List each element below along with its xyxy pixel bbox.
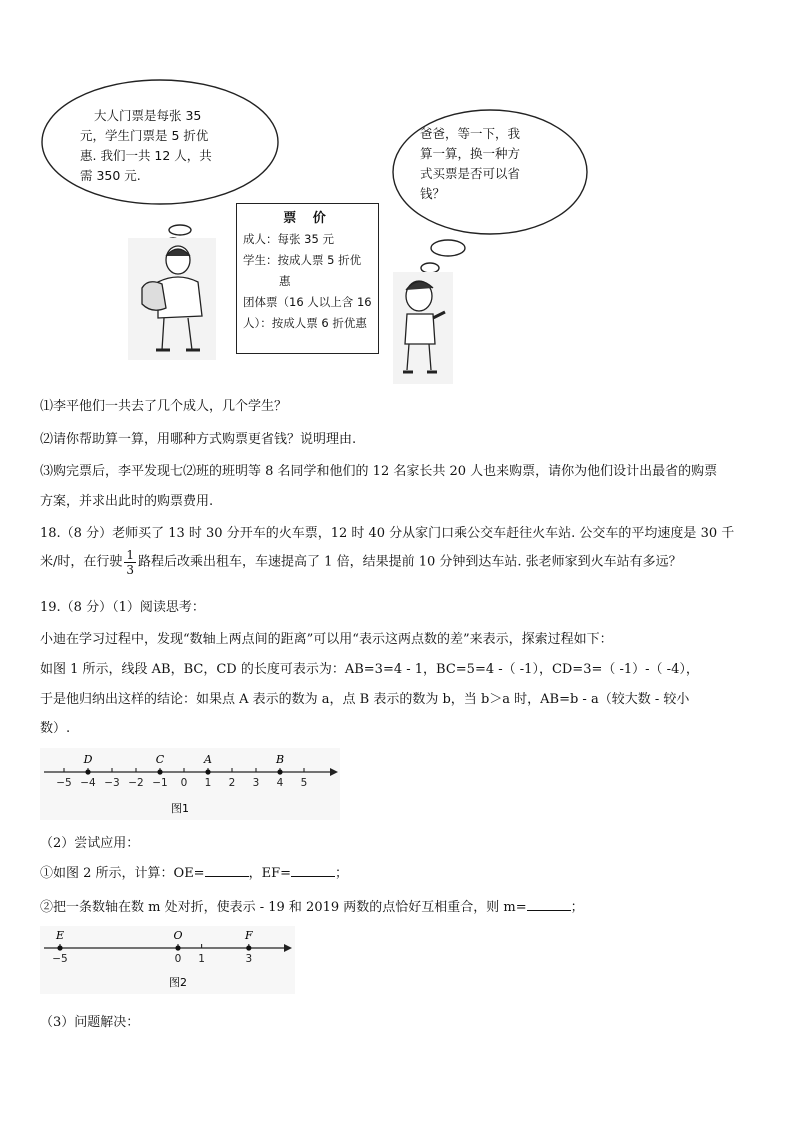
figure1-number-line: [40, 748, 340, 820]
figure1-tick-label: 3: [252, 777, 260, 789]
figure2-point-label: E: [55, 929, 65, 942]
q2-text-end: ；: [570, 900, 584, 915]
oe-answer-blank[interactable]: [205, 864, 249, 877]
price-line: 成人：每张 35 元: [243, 232, 334, 246]
price-box-title: 票 价: [283, 211, 332, 226]
figure1-point-B: [277, 769, 282, 774]
q17-part3-line1: ⑶购完票后，李平发现七⑵班的班明等 8 名同学和他们的 12 名家长共 20 人也来购票，请你为他们设计出最省的购票: [40, 464, 718, 479]
q2-text: ②把一条数轴在数 m 处对折，使表示 - 19 和 2019 两数的点恰好互相重合，则 m=: [40, 900, 527, 915]
q17-part3-line2: 方案，并求出此时的购票费用.: [40, 494, 214, 509]
speech-right-line: 爸爸，等一下，我: [420, 126, 521, 141]
figure1-point-label: C: [155, 753, 165, 766]
price-line: 人）：按成人票 6 折优惠: [243, 316, 367, 330]
fraction-denominator: 3: [126, 563, 135, 577]
price-line: 学生：按成人票 5 折优: [243, 253, 362, 267]
figure1-tick-label: −5: [56, 777, 72, 789]
boy-illustration: [393, 272, 453, 384]
figure2-point-E: [57, 945, 62, 950]
figure1-point-C: [157, 769, 162, 774]
speech-right-line: 式买票是否可以省: [420, 166, 521, 181]
fraction-numerator: 1: [126, 548, 135, 562]
q17-part2: ⑵请你帮助算一算，用哪种方式购票更省钱？说明理由.: [40, 432, 357, 447]
price-line: 惠: [279, 274, 291, 288]
figure1-tick-label: −1: [152, 777, 168, 789]
figure1-tick-label: 0: [180, 777, 188, 789]
q18-text-post: 路程后改乘出租车，车速提高了 1 倍，结果提前 10 分钟到达车站. 张老师家到火车站有多远？: [138, 554, 682, 570]
q19-part3-heading: （3）问题解决：: [40, 1015, 140, 1030]
speech-left-line: 大人门票是每张 35: [94, 108, 202, 123]
figure1-tick-label: 5: [300, 777, 308, 789]
figure2-number-line: [40, 926, 295, 994]
figure1-tick-label: −4: [80, 777, 96, 789]
figure1-point-label: D: [83, 753, 93, 766]
q1-text-end: ；: [334, 866, 348, 881]
figure2-tick-label: 3: [245, 953, 253, 965]
q18-line2: [40, 548, 682, 577]
figure1-point-D: [85, 769, 90, 774]
q19-line3: 于是他归纳出这样的结论：如果点 A 表示的数为 a，点 B 表示的数为 b，当 b＞a 时，AB=b - a（较大数 - 较小: [40, 692, 690, 707]
price-line: 团体票（16 人以上含 16: [243, 295, 372, 309]
figure1-tick-label: 2: [228, 777, 236, 789]
speech-left-line: 需 350 元.: [80, 168, 141, 183]
speech-right-line: 算一算，换一种方: [420, 146, 521, 161]
figure1-tick-label: −2: [128, 777, 144, 789]
fraction-one-third: [124, 548, 136, 577]
speech-right-text: [420, 124, 570, 204]
figure1-point-label: B: [275, 753, 285, 766]
q18-line1: 18.（8 分）老师买了 13 时 30 分开车的火车票，12 时 40 分从家门口乘公交车赶往火车站. 公交车的平均速度是 30 千: [40, 526, 735, 541]
ticket-price-box: [236, 203, 379, 354]
figure1-point-label: A: [204, 753, 212, 766]
figure2-point-label: F: [244, 929, 253, 942]
q19-line1: 小迪在学习过程中，发现“数轴上两点间的距离”可以用“表示这两点数的差”来表示，探索过程如下：: [40, 632, 613, 647]
q17-part1: ⑴李平他们一共去了几个成人，几个学生？: [40, 399, 288, 414]
figure2-tick-label: 0: [174, 953, 182, 965]
ef-answer-blank[interactable]: [291, 864, 335, 877]
q19-heading: 19.（8 分）（1）阅读思考：: [40, 600, 205, 615]
adult-man-illustration: [128, 238, 216, 360]
m-answer-blank[interactable]: [527, 898, 571, 911]
figure2-point-F: [246, 945, 251, 950]
q1-text: ①如图 2 所示，计算：OE=: [40, 866, 205, 881]
figure2-tick-label: 1: [198, 953, 205, 965]
q1-text-mid: ，EF=: [248, 866, 291, 881]
figure2-tick-label: −5: [52, 953, 68, 965]
q19-line4: 数）.: [40, 721, 71, 736]
q19-part2-heading: （2）尝试应用：: [40, 836, 140, 851]
speech-left-line: 惠. 我们一共 12 人，共: [80, 148, 212, 163]
figure1-tick-label: −3: [104, 777, 120, 789]
figure2-point-label: O: [173, 929, 183, 942]
figure2-point-O: [175, 945, 180, 950]
speech-left-text: [80, 106, 240, 186]
figure1-tick-label: 1: [204, 777, 212, 789]
speech-left-line: 元，学生门票是 5 折优: [80, 128, 209, 143]
q19-line2: 如图 1 所示，线段 AB，BC，CD 的长度可表示为：AB=3=4 - 1，BC=5=4 -（ -1），CD=3=（ -1）-（ -4），: [40, 662, 699, 677]
figure1-point-A: [205, 769, 210, 774]
figure2-caption: 图2: [169, 976, 187, 989]
figure1-caption: 图1: [171, 802, 189, 815]
figure1-tick-label: 4: [276, 777, 284, 789]
q19-part2-q2: [40, 896, 584, 915]
q19-part2-q1: [40, 862, 348, 881]
speech-right-line: 钱？: [420, 186, 446, 201]
q18-text-pre: 米/时，在行驶: [40, 554, 123, 570]
